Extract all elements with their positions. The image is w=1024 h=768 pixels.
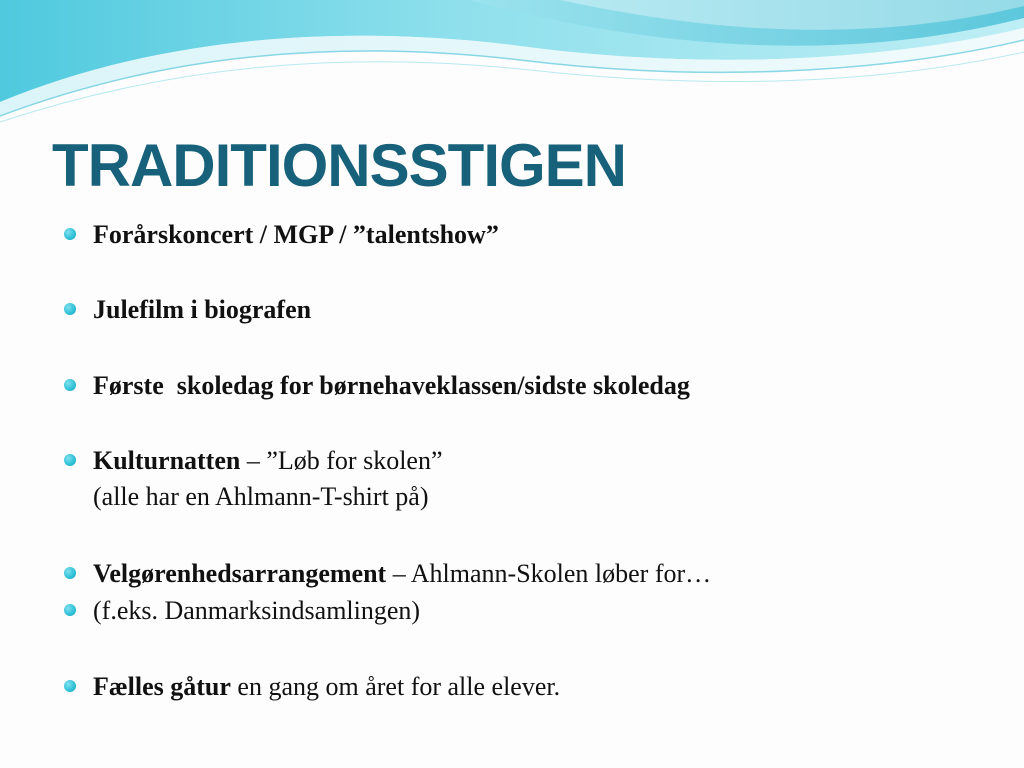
bullet-continuation-text: (alle har en Ahlmann-T-shirt på) <box>93 482 429 511</box>
bullet-dot-icon <box>64 680 76 692</box>
bullet-item-danmarksindsamlingen <box>93 593 420 629</box>
bullet-bold-text: Kulturnatten <box>93 446 241 475</box>
bullet-dot-icon <box>64 228 76 240</box>
bullet-item-forarskoncert <box>93 217 499 253</box>
slide-title: TRADITIONSSTIGEN <box>52 132 627 199</box>
bullet-dot-icon <box>64 379 76 391</box>
bullet-bold-text: Fælles gåtur <box>93 672 231 701</box>
bullet-item-velgorenhed <box>93 556 711 592</box>
bullet-item-forste-skoledag <box>93 368 690 404</box>
bullet-bold-text: Forårskoncert / MGP / ”talentshow” <box>93 220 499 249</box>
bullet-normal-text: en gang om året for alle elever. <box>230 672 561 701</box>
bullet-normal-text: – Ahlmann-Skolen løber for… <box>386 559 712 588</box>
bullet-bold-text: Julefilm i biografen <box>93 295 312 324</box>
bullet-item-kulturnatten <box>93 443 443 515</box>
bullet-normal-text: (f.eks. Danmarksindsamlingen) <box>93 596 421 625</box>
bullet-item-julefilm <box>93 292 311 328</box>
bullet-dot-icon <box>64 303 76 315</box>
bullet-dot-icon <box>64 454 76 466</box>
bullet-bold-text: Første skoledag for børnehaveklassen/sidste skoledag <box>93 371 690 400</box>
bullet-dot-icon <box>64 604 76 616</box>
bullet-item-faelles-gatur <box>93 669 560 705</box>
bullet-normal-text: – ”Løb for skolen” <box>240 446 443 475</box>
bullet-bold-text: Velgørenhedsarrangement <box>93 559 387 588</box>
bullet-dot-icon <box>64 567 76 579</box>
